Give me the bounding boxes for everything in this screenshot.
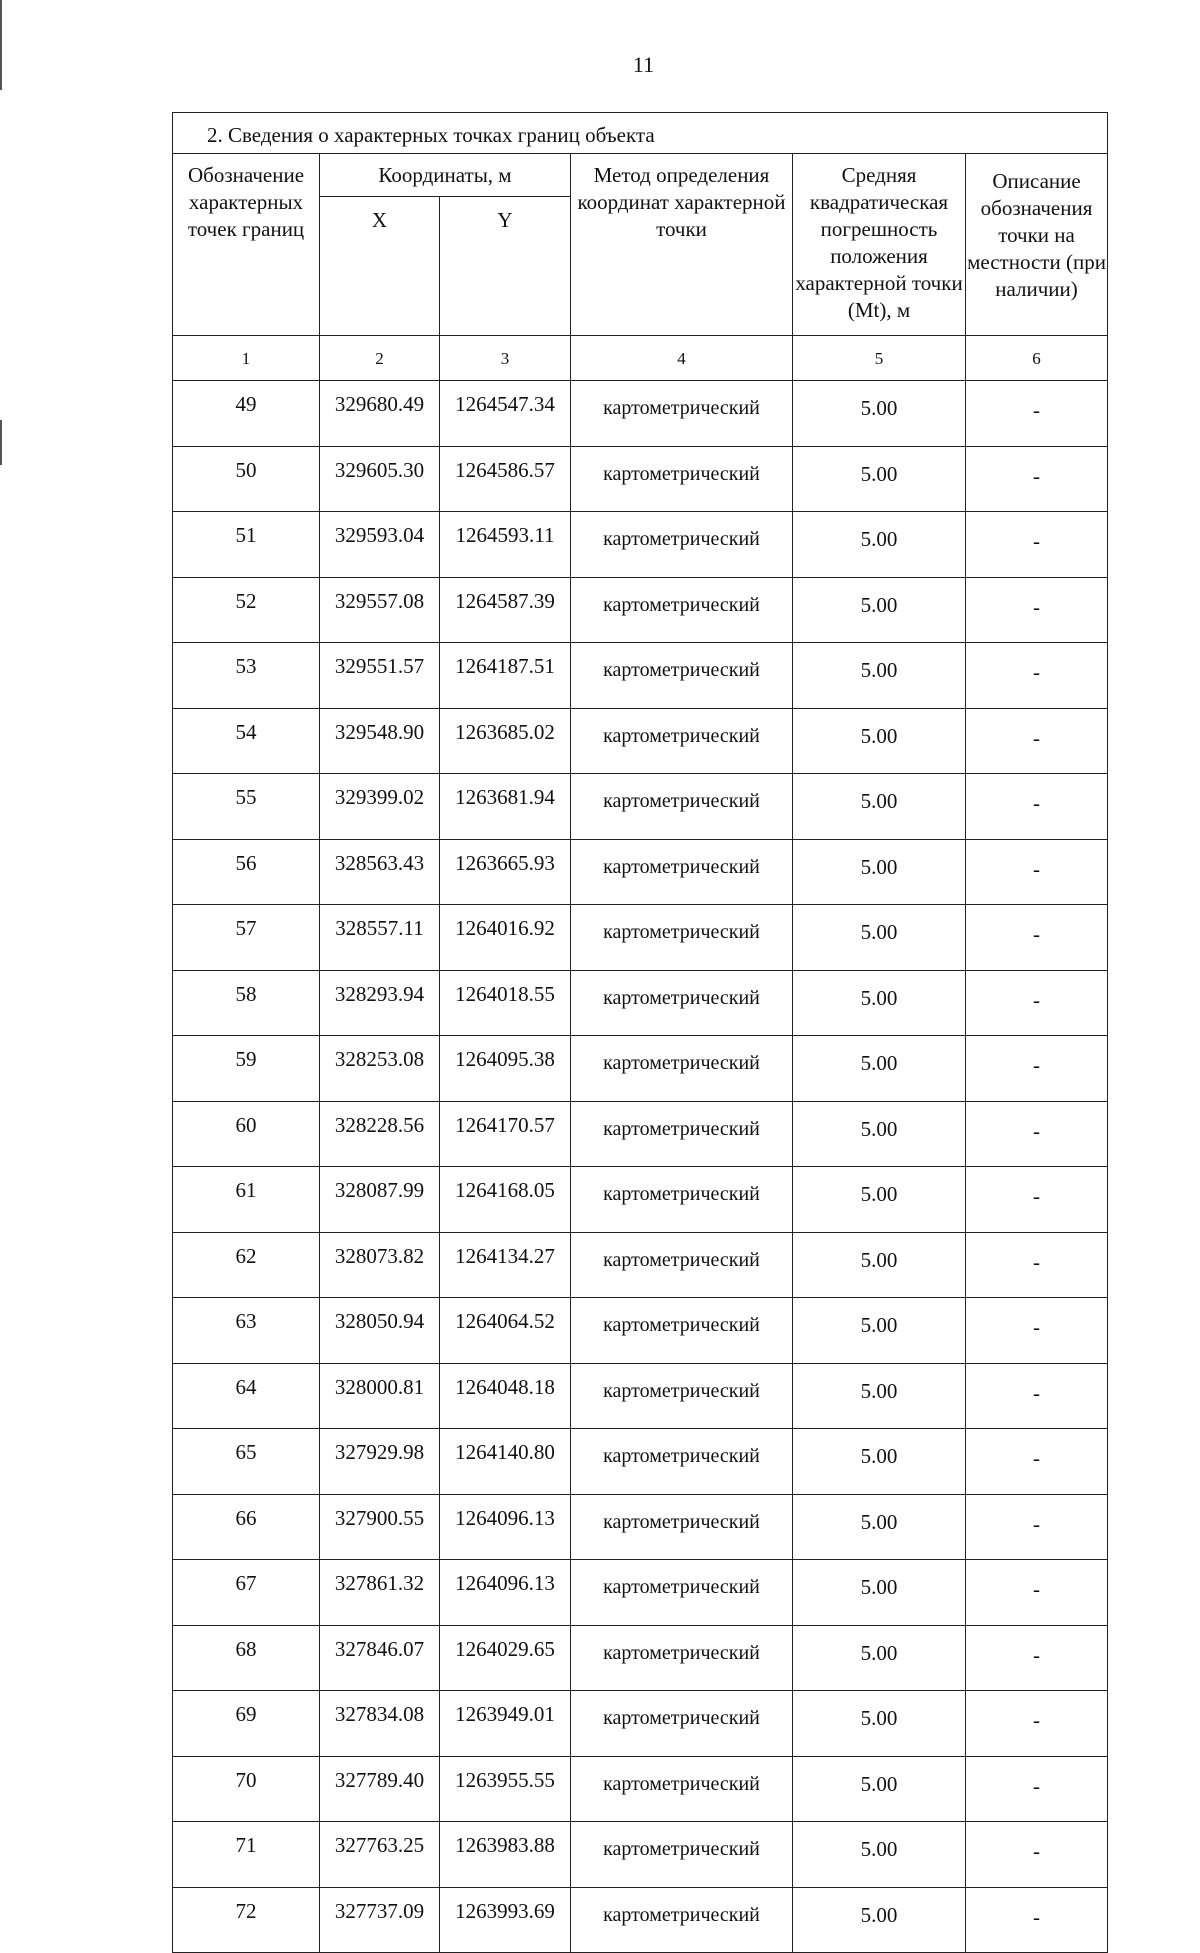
x-coordinate-cell: 329399.02 <box>320 774 440 840</box>
x-coordinate-cell: 329680.49 <box>320 381 440 447</box>
x-coordinate-cell: 328050.94 <box>320 1298 440 1364</box>
table-row <box>173 1560 1108 1626</box>
point-number-cell: 54 <box>173 708 320 774</box>
description-cell: - <box>966 1691 1108 1757</box>
method-cell: картометрический <box>571 1625 793 1691</box>
description-cell: - <box>966 446 1108 512</box>
y-coordinate-cell: 1264140.80 <box>440 1429 571 1495</box>
x-coordinate-cell: 328228.56 <box>320 1101 440 1167</box>
method-cell: картометрический <box>571 1101 793 1167</box>
point-number-cell: 61 <box>173 1167 320 1233</box>
point-number-cell: 59 <box>173 1036 320 1102</box>
column-number: 5 <box>793 336 966 381</box>
header-designation: Обозначение характерных точек границ <box>173 154 320 336</box>
point-number-cell: 55 <box>173 774 320 840</box>
description-cell: - <box>966 1560 1108 1626</box>
error-cell: 5.00 <box>793 1363 966 1429</box>
error-cell: 5.00 <box>793 446 966 512</box>
description-cell: - <box>966 1625 1108 1691</box>
table-row <box>173 1298 1108 1364</box>
x-coordinate-cell: 327900.55 <box>320 1494 440 1560</box>
error-cell: 5.00 <box>793 643 966 709</box>
table-row <box>173 1167 1108 1233</box>
table-row <box>173 446 1108 512</box>
header-error: Средняя квадратическая погрешность положения характерной точки (Mt), м <box>793 154 966 336</box>
method-cell: картометрический <box>571 905 793 971</box>
table-row <box>173 381 1108 447</box>
y-coordinate-cell: 1264096.13 <box>440 1560 571 1626</box>
error-cell: 5.00 <box>793 1560 966 1626</box>
method-cell: картометрический <box>571 1756 793 1822</box>
header-method: Метод определения координат характерной точки <box>571 154 793 336</box>
column-number-row <box>173 336 1108 381</box>
point-number-cell: 63 <box>173 1298 320 1364</box>
description-cell: - <box>966 1363 1108 1429</box>
table-row <box>173 643 1108 709</box>
point-number-cell: 72 <box>173 1887 320 1953</box>
column-number: 3 <box>440 336 571 381</box>
error-cell: 5.00 <box>793 1429 966 1495</box>
scan-edge-mark-bottom <box>0 420 2 465</box>
point-number-cell: 50 <box>173 446 320 512</box>
y-coordinate-cell: 1264048.18 <box>440 1363 571 1429</box>
description-cell: - <box>966 970 1108 1036</box>
error-cell: 5.00 <box>793 1756 966 1822</box>
y-coordinate-cell: 1264586.57 <box>440 446 571 512</box>
error-cell: 5.00 <box>793 512 966 578</box>
x-coordinate-cell: 327737.09 <box>320 1887 440 1953</box>
method-cell: картометрический <box>571 1560 793 1626</box>
y-coordinate-cell: 1264547.34 <box>440 381 571 447</box>
description-cell: - <box>966 512 1108 578</box>
point-number-cell: 52 <box>173 577 320 643</box>
header-x: X <box>320 197 440 336</box>
method-cell: картометрический <box>571 1887 793 1953</box>
error-cell: 5.00 <box>793 970 966 1036</box>
x-coordinate-cell: 328087.99 <box>320 1167 440 1233</box>
method-cell: картометрический <box>571 1363 793 1429</box>
point-number-cell: 68 <box>173 1625 320 1691</box>
error-cell: 5.00 <box>793 1691 966 1757</box>
point-number-cell: 58 <box>173 970 320 1036</box>
y-coordinate-cell: 1264016.92 <box>440 905 571 971</box>
point-number-cell: 49 <box>173 381 320 447</box>
error-cell: 5.00 <box>793 774 966 840</box>
column-number: 6 <box>966 336 1108 381</box>
error-cell: 5.00 <box>793 381 966 447</box>
error-cell: 5.00 <box>793 905 966 971</box>
table-row <box>173 839 1108 905</box>
method-cell: картометрический <box>571 774 793 840</box>
description-cell: - <box>966 577 1108 643</box>
x-coordinate-cell: 329605.30 <box>320 446 440 512</box>
y-coordinate-cell: 1264096.13 <box>440 1494 571 1560</box>
header-coordinates: Координаты, м <box>320 154 571 197</box>
table-row <box>173 1822 1108 1888</box>
header-y: Y <box>440 197 571 336</box>
x-coordinate-cell: 328563.43 <box>320 839 440 905</box>
point-number-cell: 71 <box>173 1822 320 1888</box>
error-cell: 5.00 <box>793 1036 966 1102</box>
y-coordinate-cell: 1264018.55 <box>440 970 571 1036</box>
column-number: 4 <box>571 336 793 381</box>
table-row <box>173 774 1108 840</box>
description-cell: - <box>966 1232 1108 1298</box>
header-row <box>173 154 1108 197</box>
error-cell: 5.00 <box>793 1298 966 1364</box>
error-cell: 5.00 <box>793 1101 966 1167</box>
table-row <box>173 1756 1108 1822</box>
x-coordinate-cell: 328073.82 <box>320 1232 440 1298</box>
table-row <box>173 1494 1108 1560</box>
method-cell: картометрический <box>571 1494 793 1560</box>
description-cell: - <box>966 381 1108 447</box>
header-description: Описание обозначения точки на местности (при наличии) <box>966 154 1108 336</box>
y-coordinate-cell: 1263949.01 <box>440 1691 571 1757</box>
method-cell: картометрический <box>571 577 793 643</box>
description-cell: - <box>966 1036 1108 1102</box>
description-cell: - <box>966 1298 1108 1364</box>
table-row <box>173 1625 1108 1691</box>
method-cell: картометрический <box>571 1822 793 1888</box>
page-number <box>0 52 1200 78</box>
boundary-points-table <box>172 112 1108 1953</box>
point-number-cell: 70 <box>173 1756 320 1822</box>
x-coordinate-cell: 328253.08 <box>320 1036 440 1102</box>
x-coordinate-cell: 327929.98 <box>320 1429 440 1495</box>
point-number-cell: 67 <box>173 1560 320 1626</box>
table-row <box>173 905 1108 971</box>
error-cell: 5.00 <box>793 708 966 774</box>
x-coordinate-cell: 329593.04 <box>320 512 440 578</box>
description-cell: - <box>966 643 1108 709</box>
y-coordinate-cell: 1263685.02 <box>440 708 571 774</box>
description-cell: - <box>966 1756 1108 1822</box>
x-coordinate-cell: 329548.90 <box>320 708 440 774</box>
point-number-cell: 69 <box>173 1691 320 1757</box>
point-number-cell: 62 <box>173 1232 320 1298</box>
table-row <box>173 1363 1108 1429</box>
method-cell: картометрический <box>571 381 793 447</box>
error-cell: 5.00 <box>793 1887 966 1953</box>
table-row <box>173 708 1108 774</box>
y-coordinate-cell: 1263993.69 <box>440 1887 571 1953</box>
y-coordinate-cell: 1264168.05 <box>440 1167 571 1233</box>
x-coordinate-cell: 327846.07 <box>320 1625 440 1691</box>
method-cell: картометрический <box>571 643 793 709</box>
y-coordinate-cell: 1264095.38 <box>440 1036 571 1102</box>
error-cell: 5.00 <box>793 839 966 905</box>
y-coordinate-cell: 1264134.27 <box>440 1232 571 1298</box>
point-number-cell: 56 <box>173 839 320 905</box>
point-number-cell: 51 <box>173 512 320 578</box>
error-cell: 5.00 <box>793 1822 966 1888</box>
x-coordinate-cell: 327789.40 <box>320 1756 440 1822</box>
method-cell: картометрический <box>571 970 793 1036</box>
y-coordinate-cell: 1263665.93 <box>440 839 571 905</box>
table-row <box>173 1101 1108 1167</box>
table-row <box>173 1887 1108 1953</box>
table-row <box>173 1691 1108 1757</box>
table-row <box>173 1036 1108 1102</box>
x-coordinate-cell: 327861.32 <box>320 1560 440 1626</box>
method-cell: картометрический <box>571 1036 793 1102</box>
x-coordinate-cell: 328000.81 <box>320 1363 440 1429</box>
column-number: 1 <box>173 336 320 381</box>
y-coordinate-cell: 1264587.39 <box>440 577 571 643</box>
description-cell: - <box>966 774 1108 840</box>
description-cell: - <box>966 839 1108 905</box>
y-coordinate-cell: 1264170.57 <box>440 1101 571 1167</box>
point-number-cell: 57 <box>173 905 320 971</box>
point-number-cell: 64 <box>173 1363 320 1429</box>
point-number-cell: 53 <box>173 643 320 709</box>
section-title-row <box>173 113 1108 154</box>
method-cell: картометрический <box>571 1429 793 1495</box>
description-cell: - <box>966 1429 1108 1495</box>
error-cell: 5.00 <box>793 1494 966 1560</box>
table-row <box>173 577 1108 643</box>
y-coordinate-cell: 1263983.88 <box>440 1822 571 1888</box>
x-coordinate-cell: 328557.11 <box>320 905 440 971</box>
description-cell: - <box>966 1494 1108 1560</box>
column-number: 2 <box>320 336 440 381</box>
point-number-cell: 66 <box>173 1494 320 1560</box>
description-cell: - <box>966 708 1108 774</box>
method-cell: картометрический <box>571 1298 793 1364</box>
x-coordinate-cell: 327763.25 <box>320 1822 440 1888</box>
description-cell: - <box>966 1887 1108 1953</box>
table-body <box>173 381 1108 1953</box>
section-title: 2. Сведения о характерных точках границ объекта <box>173 113 1108 154</box>
description-cell: - <box>966 1822 1108 1888</box>
page-number-text: 11 <box>632 52 655 77</box>
x-coordinate-cell: 328293.94 <box>320 970 440 1036</box>
y-coordinate-cell: 1263681.94 <box>440 774 571 840</box>
method-cell: картометрический <box>571 1232 793 1298</box>
y-coordinate-cell: 1264593.11 <box>440 512 571 578</box>
error-cell: 5.00 <box>793 1625 966 1691</box>
error-cell: 5.00 <box>793 1167 966 1233</box>
error-cell: 5.00 <box>793 1232 966 1298</box>
table-row <box>173 970 1108 1036</box>
x-coordinate-cell: 329557.08 <box>320 577 440 643</box>
table-row <box>173 1429 1108 1495</box>
y-coordinate-cell: 1264029.65 <box>440 1625 571 1691</box>
table-row <box>173 1232 1108 1298</box>
description-cell: - <box>966 1167 1108 1233</box>
method-cell: картометрический <box>571 708 793 774</box>
method-cell: картометрический <box>571 839 793 905</box>
x-coordinate-cell: 329551.57 <box>320 643 440 709</box>
y-coordinate-cell: 1264064.52 <box>440 1298 571 1364</box>
method-cell: картометрический <box>571 446 793 512</box>
description-cell: - <box>966 905 1108 971</box>
method-cell: картометрический <box>571 512 793 578</box>
point-number-cell: 60 <box>173 1101 320 1167</box>
point-number-cell: 65 <box>173 1429 320 1495</box>
description-cell: - <box>966 1101 1108 1167</box>
table-row <box>173 512 1108 578</box>
y-coordinate-cell: 1263955.55 <box>440 1756 571 1822</box>
y-coordinate-cell: 1264187.51 <box>440 643 571 709</box>
x-coordinate-cell: 327834.08 <box>320 1691 440 1757</box>
method-cell: картометрический <box>571 1167 793 1233</box>
method-cell: картометрический <box>571 1691 793 1757</box>
error-cell: 5.00 <box>793 577 966 643</box>
